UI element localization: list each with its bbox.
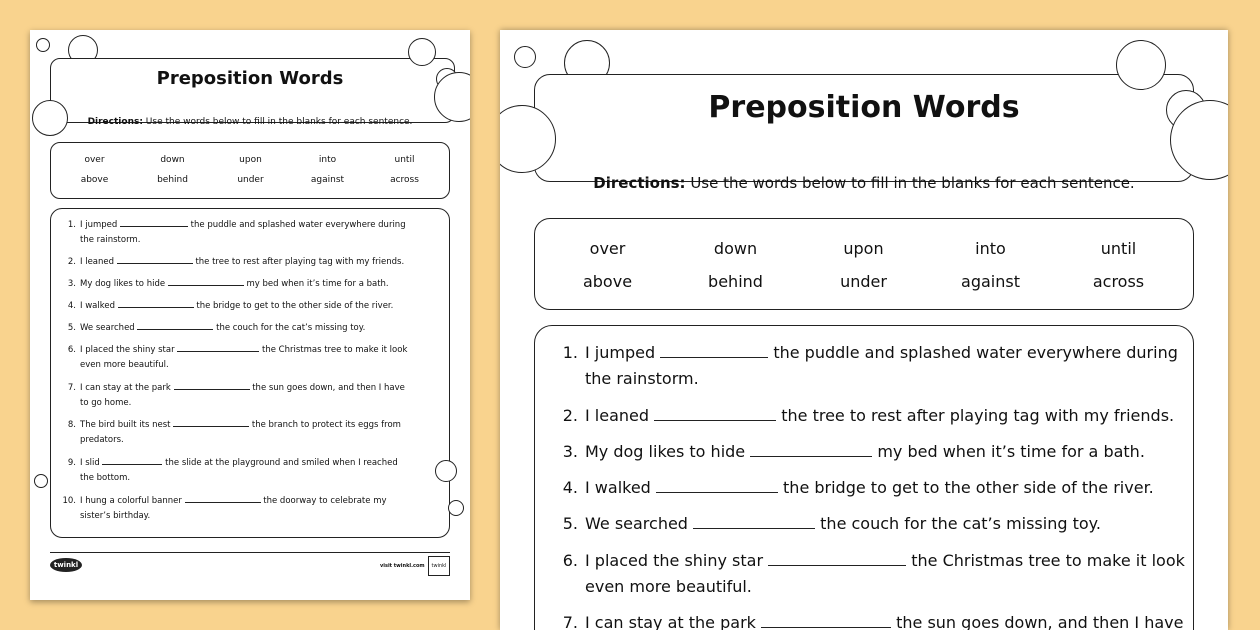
directions: [30, 117, 470, 127]
decor-circle: [408, 38, 436, 66]
page-title: Preposition Words: [156, 68, 344, 89]
word: into: [318, 155, 337, 165]
word: down: [713, 239, 758, 258]
question-continuation: predators.: [80, 435, 124, 445]
answer-blank[interactable]: [761, 627, 891, 628]
word: under: [237, 175, 264, 185]
question-number: 4.: [67, 301, 76, 311]
question-before: I leaned: [80, 257, 115, 267]
decor-circle: [448, 500, 464, 516]
question-before: The bird built its nest: [80, 420, 171, 430]
word: across: [390, 175, 419, 185]
decor-circle: [1116, 40, 1166, 90]
footer-url: visit twinkl.com: [380, 563, 425, 569]
worksheet-thumbnail: [30, 30, 470, 600]
decor-circle: [36, 38, 50, 52]
question-before: I hung a colorful banner: [80, 496, 182, 506]
word-bank: [50, 142, 450, 199]
question-continuation: the bottom.: [80, 473, 131, 483]
question-before: I slid: [80, 458, 100, 468]
question-line: [80, 496, 387, 506]
question-line: [80, 323, 365, 333]
question-after: the couch for the cat’s missing toy.: [216, 323, 366, 333]
word: into: [975, 239, 1006, 258]
question-after: the bridge to get to the other side of the river.: [783, 478, 1154, 497]
question-before: I jumped: [80, 220, 118, 230]
answer-blank[interactable]: [120, 226, 188, 227]
question-number: 2.: [562, 406, 578, 425]
question-line: [585, 613, 1183, 630]
question-before: I can stay at the park: [80, 383, 171, 393]
question-before: I placed the shiny star: [585, 551, 764, 570]
question-after: the puddle and splashed water everywhere during: [190, 220, 406, 230]
footer-divider: [50, 552, 450, 553]
decor-circle: [514, 46, 536, 68]
question-line: [585, 343, 1178, 362]
question-number: 5.: [67, 323, 76, 333]
word: upon: [239, 155, 262, 165]
question-before: I can stay at the park: [585, 613, 756, 630]
answer-blank[interactable]: [168, 285, 244, 286]
word: upon: [843, 239, 884, 258]
question-number: 1.: [562, 343, 578, 362]
question-after: the Christmas tree to make it look: [262, 345, 408, 355]
question-line: [80, 383, 405, 393]
directions-label: Directions:: [593, 174, 686, 192]
word: against: [961, 272, 1020, 291]
question-number: 1.: [67, 220, 76, 230]
answer-blank[interactable]: [118, 307, 194, 308]
question-after: the Christmas tree to make it look: [911, 551, 1185, 570]
question-line: [585, 406, 1174, 425]
question-before: My dog likes to hide: [585, 442, 746, 461]
worksheet-zoomed: [500, 30, 1228, 630]
answer-blank[interactable]: [102, 464, 162, 465]
word: under: [840, 272, 887, 291]
question-before: I walked: [80, 301, 115, 311]
word: over: [589, 239, 626, 258]
question-number: 7.: [562, 613, 578, 630]
answer-blank[interactable]: [768, 565, 906, 566]
question-number: 6.: [562, 551, 578, 570]
word-bank: [534, 218, 1194, 310]
decor-circle: [435, 460, 457, 482]
directions-label: Directions:: [87, 117, 143, 127]
word: down: [160, 155, 185, 165]
word: above: [582, 272, 633, 291]
question-before: I leaned: [585, 406, 650, 425]
question-continuation: the rainstorm.: [80, 235, 141, 245]
question-number: 9.: [67, 458, 76, 468]
question-after: the slide at the playground and smiled when I reached: [165, 458, 398, 468]
question-line: [585, 514, 1101, 533]
question-before: I placed the shiny star: [80, 345, 175, 355]
question-number: 3.: [67, 279, 76, 289]
answer-blank[interactable]: [750, 456, 872, 457]
answer-blank[interactable]: [177, 351, 259, 352]
word: across: [1092, 272, 1145, 291]
question-after: the tree to rest after playing tag with my friends.: [781, 406, 1175, 425]
question-continuation: sister’s birthday.: [80, 511, 151, 521]
word: against: [310, 175, 345, 185]
answer-blank[interactable]: [656, 492, 778, 493]
question-after: the couch for the cat’s missing toy.: [820, 514, 1101, 533]
word: until: [394, 155, 415, 165]
question-before: I walked: [585, 478, 651, 497]
answer-blank[interactable]: [693, 528, 815, 529]
question-line: [585, 478, 1154, 497]
question-after: the bridge to get to the other side of the river.: [196, 301, 394, 311]
footer-badge: twinkl: [428, 556, 450, 576]
question-number: 2.: [67, 257, 76, 267]
word: until: [1100, 239, 1137, 258]
question-after: the tree to rest after playing tag with my friends.: [195, 257, 405, 267]
question-line: [80, 220, 406, 230]
question-after: my bed when it’s time for a bath.: [877, 442, 1145, 461]
answer-blank[interactable]: [660, 357, 768, 358]
answer-blank[interactable]: [185, 502, 261, 503]
decor-circle: [34, 474, 48, 488]
question-before: My dog likes to hide: [80, 279, 166, 289]
twinkl-logo: twinkl: [50, 558, 82, 572]
question-after: my bed when it’s time for a bath.: [246, 279, 389, 289]
directions-text: Use the words below to fill in the blanks for each sentence.: [685, 174, 1135, 192]
question-before: We searched: [80, 323, 135, 333]
answer-blank[interactable]: [137, 329, 213, 330]
question-continuation: the rainstorm.: [585, 369, 699, 388]
word: behind: [708, 272, 763, 291]
question-continuation: even more beautiful.: [80, 360, 169, 370]
question-line: [80, 257, 404, 267]
question-continuation: even more beautiful.: [585, 577, 752, 596]
answer-blank[interactable]: [117, 263, 193, 264]
question-number: 6.: [67, 345, 76, 355]
question-after: the doorway to celebrate my: [263, 496, 387, 506]
directions: [500, 174, 1228, 192]
word: behind: [157, 175, 188, 185]
question-before: I jumped: [585, 343, 656, 362]
page-title: Preposition Words: [708, 90, 1020, 125]
directions-text: Use the words below to fill in the blanks for each sentence.: [142, 117, 413, 127]
question-after: the branch to protect its eggs from: [251, 420, 401, 430]
question-number: 8.: [67, 420, 76, 430]
word: over: [84, 155, 105, 165]
question-line: [80, 420, 401, 430]
question-line: [80, 301, 393, 311]
question-after: the sun goes down, and then I have: [896, 613, 1184, 630]
question-after: the puddle and splashed water everywhere during: [773, 343, 1178, 362]
question-number: 5.: [562, 514, 578, 533]
question-number: 10.: [62, 496, 76, 506]
answer-blank[interactable]: [173, 426, 249, 427]
question-line: [585, 551, 1185, 570]
question-before: We searched: [585, 514, 688, 533]
question-number: 4.: [562, 478, 578, 497]
answer-blank[interactable]: [654, 420, 776, 421]
answer-blank[interactable]: [174, 389, 250, 390]
question-after: the sun goes down, and then I have: [252, 383, 405, 393]
question-line: [80, 279, 389, 289]
question-line: [80, 458, 398, 468]
word: above: [80, 175, 109, 185]
question-number: 7.: [67, 383, 76, 393]
question-number: 3.: [562, 442, 578, 461]
question-line: [585, 442, 1145, 461]
question-continuation: to go home.: [80, 398, 132, 408]
question-line: [80, 345, 407, 355]
